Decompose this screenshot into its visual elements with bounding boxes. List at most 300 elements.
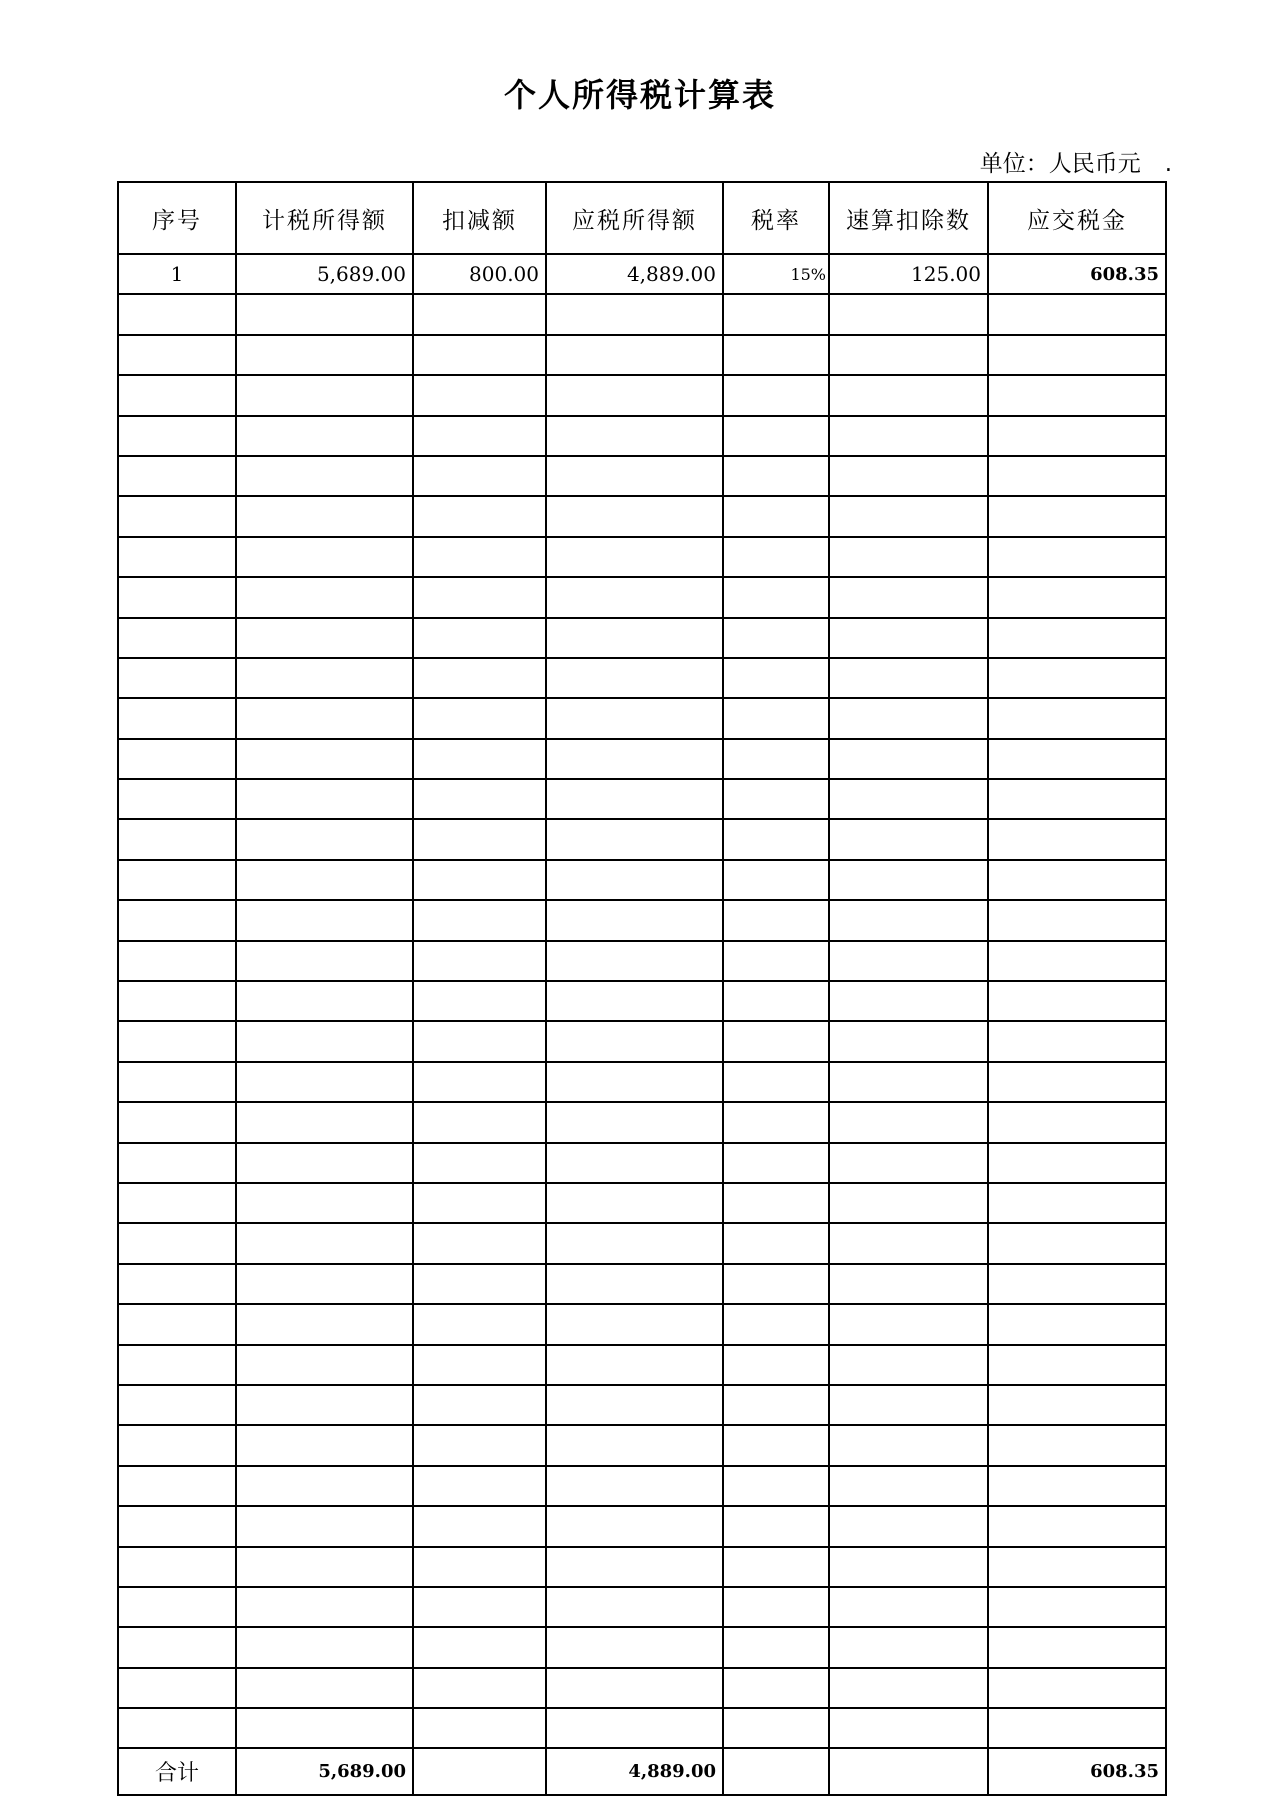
- cell-col-quick-deduction: [829, 1345, 988, 1385]
- cell-col-quick-deduction: [829, 416, 988, 456]
- cell-col-tax-rate: [723, 375, 829, 415]
- cell-col-taxable-amount: [546, 1345, 723, 1385]
- cell-col-index: [118, 1627, 236, 1667]
- cell-col-tax-rate: [723, 1708, 829, 1748]
- cell-col-tax-payable: [988, 618, 1166, 658]
- cell-col-quick-deduction: [829, 658, 988, 698]
- cell-col-deduction: [413, 1345, 546, 1385]
- cell-col-tax-payable: [988, 1304, 1166, 1344]
- cell-col-taxable-amount: [546, 1102, 723, 1142]
- cell-col-taxable-amount: [546, 779, 723, 819]
- cell-col-quick-deduction: [829, 335, 988, 375]
- cell-col-index: [118, 860, 236, 900]
- cell-col-tax-payable: [988, 1223, 1166, 1263]
- total-row: [118, 1748, 1166, 1795]
- cell-col-deduction: [413, 1304, 546, 1344]
- cell-col-taxable-income: [236, 1183, 413, 1223]
- tax-calculation-table: [117, 181, 1167, 1796]
- cell-col-deduction: [413, 496, 546, 536]
- cell-col-tax-payable: [988, 1385, 1166, 1425]
- cell-col-deduction: [413, 1587, 546, 1627]
- cell-col-quick-deduction: [829, 1587, 988, 1627]
- cell-col-taxable-income: [236, 1102, 413, 1142]
- cell-col-taxable-income: [236, 819, 413, 859]
- table-row: [118, 1708, 1166, 1748]
- cell-col-quick-deduction: [829, 1385, 988, 1425]
- cell-col-tax-rate: [723, 658, 829, 698]
- cell-col-index: [118, 1385, 236, 1425]
- total-col-deduction: [413, 1748, 546, 1795]
- cell-col-tax-payable: [988, 1668, 1166, 1708]
- cell-col-quick-deduction: [829, 1102, 988, 1142]
- cell-col-index: [118, 1223, 236, 1263]
- cell-col-taxable-amount: [546, 496, 723, 536]
- cell-col-taxable-amount: [546, 1547, 723, 1587]
- cell-col-taxable-income: [236, 577, 413, 617]
- cell-col-tax-payable: [988, 416, 1166, 456]
- cell-col-index: [118, 577, 236, 617]
- cell-col-quick-deduction: [829, 375, 988, 415]
- cell-col-taxable-amount: [546, 577, 723, 617]
- cell-col-tax-payable: [988, 1264, 1166, 1304]
- table-row: [118, 779, 1166, 819]
- cell-col-tax-rate: [723, 1223, 829, 1263]
- cell-col-tax-rate: [723, 1304, 829, 1344]
- cell-col-taxable-income: [236, 1062, 413, 1102]
- cell-col-taxable-amount: [546, 860, 723, 900]
- cell-col-tax-rate: [723, 1466, 829, 1506]
- unit-mark: .: [1164, 151, 1172, 177]
- cell-col-deduction: [413, 658, 546, 698]
- cell-col-taxable-income: [236, 1345, 413, 1385]
- cell-col-tax-rate: [723, 739, 829, 779]
- cell-col-deduction: [413, 375, 546, 415]
- cell-col-tax-rate: [723, 294, 829, 334]
- cell-col-index: [118, 335, 236, 375]
- cell-col-taxable-income: [236, 1668, 413, 1708]
- cell-col-deduction: [413, 779, 546, 819]
- cell-col-tax-payable: [988, 1021, 1166, 1061]
- cell-col-index: [118, 294, 236, 334]
- table-row: [118, 1304, 1166, 1344]
- cell-col-tax-payable: [988, 537, 1166, 577]
- cell-col-taxable-amount: [546, 981, 723, 1021]
- table-row: [118, 496, 1166, 536]
- cell-col-taxable-amount: [546, 1425, 723, 1465]
- cell-col-taxable-income: [236, 739, 413, 779]
- cell-col-tax-payable: [988, 456, 1166, 496]
- table-row: [118, 819, 1166, 859]
- cell-col-index: [118, 1021, 236, 1061]
- cell-col-deduction: [413, 294, 546, 334]
- cell-col-taxable-income: [236, 1021, 413, 1061]
- cell-col-tax-payable: [988, 1708, 1166, 1748]
- cell-col-tax-rate: [723, 416, 829, 456]
- cell-col-quick-deduction: [829, 577, 988, 617]
- cell-col-tax-payable: [988, 1425, 1166, 1465]
- cell-col-taxable-income: [236, 416, 413, 456]
- total-col-quick-deduction: [829, 1748, 988, 1795]
- cell-col-taxable-amount: [546, 1021, 723, 1061]
- table-row: [118, 698, 1166, 738]
- cell-col-tax-rate: [723, 618, 829, 658]
- cell-col-deduction: [413, 618, 546, 658]
- cell-col-quick-deduction: [829, 1668, 988, 1708]
- total-col-taxable-amount: 4,889.00: [546, 1748, 723, 1795]
- cell-col-taxable-income: [236, 335, 413, 375]
- table-row: [118, 618, 1166, 658]
- cell-col-tax-payable: 608.35: [988, 254, 1166, 294]
- table-row: [118, 1143, 1166, 1183]
- cell-col-deduction: [413, 739, 546, 779]
- page-title: 个人所得税计算表: [503, 76, 776, 114]
- table-row: [118, 1668, 1166, 1708]
- cell-col-tax-rate: [723, 1627, 829, 1667]
- cell-col-index: 1: [118, 254, 236, 294]
- cell-col-tax-rate: 15%: [723, 254, 829, 294]
- cell-col-deduction: [413, 1668, 546, 1708]
- cell-col-taxable-amount: [546, 1627, 723, 1667]
- cell-col-deduction: [413, 1223, 546, 1263]
- cell-col-taxable-income: [236, 1587, 413, 1627]
- cell-col-taxable-income: [236, 1506, 413, 1546]
- cell-col-deduction: [413, 416, 546, 456]
- cell-col-deduction: [413, 698, 546, 738]
- table-row: [118, 537, 1166, 577]
- cell-col-tax-rate: [723, 860, 829, 900]
- cell-col-taxable-amount: [546, 456, 723, 496]
- cell-col-taxable-amount: [546, 1385, 723, 1425]
- cell-col-taxable-amount: [546, 1708, 723, 1748]
- cell-col-taxable-amount: [546, 335, 723, 375]
- cell-col-tax-rate: [723, 1385, 829, 1425]
- table-row: [118, 1385, 1166, 1425]
- cell-col-taxable-amount: [546, 658, 723, 698]
- table-row: [118, 456, 1166, 496]
- cell-col-taxable-income: [236, 1385, 413, 1425]
- cell-col-quick-deduction: [829, 1425, 988, 1465]
- table-row: [118, 1264, 1166, 1304]
- cell-col-deduction: [413, 1102, 546, 1142]
- cell-col-taxable-amount: [546, 1183, 723, 1223]
- cell-col-tax-rate: [723, 1062, 829, 1102]
- cell-col-tax-payable: [988, 981, 1166, 1021]
- header-col-deduction: 扣减额: [413, 182, 546, 254]
- cell-col-taxable-amount: 4,889.00: [546, 254, 723, 294]
- table-row: [118, 416, 1166, 456]
- cell-col-tax-rate: [723, 456, 829, 496]
- cell-col-tax-payable: [988, 1143, 1166, 1183]
- cell-col-taxable-amount: [546, 698, 723, 738]
- cell-col-tax-payable: [988, 294, 1166, 334]
- cell-col-taxable-income: [236, 496, 413, 536]
- cell-col-quick-deduction: [829, 537, 988, 577]
- table-row: [118, 375, 1166, 415]
- cell-col-tax-payable: [988, 335, 1166, 375]
- cell-col-taxable-amount: [546, 1466, 723, 1506]
- cell-col-taxable-income: [236, 1708, 413, 1748]
- cell-col-index: [118, 1466, 236, 1506]
- cell-col-tax-rate: [723, 1425, 829, 1465]
- table-row: [118, 294, 1166, 334]
- cell-col-index: [118, 1183, 236, 1223]
- total-col-tax-rate: [723, 1748, 829, 1795]
- cell-col-deduction: [413, 900, 546, 940]
- cell-col-deduction: [413, 1547, 546, 1587]
- cell-col-index: [118, 1345, 236, 1385]
- cell-col-deduction: [413, 1062, 546, 1102]
- cell-col-deduction: [413, 1143, 546, 1183]
- cell-col-deduction: [413, 1506, 546, 1546]
- header-col-taxable-amount: 应税所得额: [546, 182, 723, 254]
- cell-col-tax-payable: [988, 941, 1166, 981]
- cell-col-quick-deduction: [829, 1466, 988, 1506]
- unit-label: [980, 145, 1172, 178]
- cell-col-tax-payable: [988, 1345, 1166, 1385]
- cell-col-index: [118, 496, 236, 536]
- cell-col-taxable-amount: [546, 1304, 723, 1344]
- cell-col-taxable-amount: [546, 900, 723, 940]
- total-col-taxable-income: 5,689.00: [236, 1748, 413, 1795]
- table-row: [118, 658, 1166, 698]
- cell-col-taxable-amount: [546, 1062, 723, 1102]
- cell-col-deduction: [413, 1627, 546, 1667]
- cell-col-index: [118, 537, 236, 577]
- cell-col-quick-deduction: [829, 1506, 988, 1546]
- header-col-index: 序号: [118, 182, 236, 254]
- cell-col-quick-deduction: [829, 1143, 988, 1183]
- cell-col-tax-rate: [723, 1345, 829, 1385]
- cell-col-tax-rate: [723, 1183, 829, 1223]
- cell-col-deduction: [413, 981, 546, 1021]
- cell-col-taxable-amount: [546, 941, 723, 981]
- cell-col-quick-deduction: [829, 1183, 988, 1223]
- cell-col-quick-deduction: [829, 900, 988, 940]
- cell-col-index: [118, 819, 236, 859]
- cell-col-quick-deduction: [829, 1708, 988, 1748]
- table-row: [118, 335, 1166, 375]
- cell-col-index: [118, 1708, 236, 1748]
- table-row: [118, 1223, 1166, 1263]
- cell-col-tax-rate: [723, 1547, 829, 1587]
- cell-col-tax-payable: [988, 1183, 1166, 1223]
- cell-col-index: [118, 375, 236, 415]
- cell-col-taxable-income: [236, 860, 413, 900]
- cell-col-tax-rate: [723, 981, 829, 1021]
- cell-col-index: [118, 416, 236, 456]
- cell-col-quick-deduction: [829, 941, 988, 981]
- cell-col-taxable-amount: [546, 375, 723, 415]
- cell-col-deduction: [413, 577, 546, 617]
- cell-col-taxable-amount: [546, 537, 723, 577]
- table-row: [118, 1062, 1166, 1102]
- cell-col-quick-deduction: [829, 456, 988, 496]
- cell-col-tax-payable: [988, 1062, 1166, 1102]
- table-row: [118, 254, 1166, 294]
- cell-col-deduction: [413, 1385, 546, 1425]
- cell-col-index: [118, 1102, 236, 1142]
- cell-col-index: [118, 941, 236, 981]
- cell-col-tax-payable: [988, 1587, 1166, 1627]
- cell-col-index: [118, 1143, 236, 1183]
- cell-col-deduction: [413, 1183, 546, 1223]
- cell-col-index: [118, 1425, 236, 1465]
- table-row: [118, 739, 1166, 779]
- cell-col-index: [118, 900, 236, 940]
- cell-col-taxable-income: [236, 375, 413, 415]
- cell-col-quick-deduction: [829, 1264, 988, 1304]
- table-row: [118, 1345, 1166, 1385]
- cell-col-tax-rate: [723, 1668, 829, 1708]
- cell-col-tax-rate: [723, 1143, 829, 1183]
- cell-col-index: [118, 779, 236, 819]
- table-row: [118, 1547, 1166, 1587]
- cell-col-tax-payable: [988, 1466, 1166, 1506]
- cell-col-taxable-income: [236, 1264, 413, 1304]
- cell-col-index: [118, 981, 236, 1021]
- cell-col-tax-rate: [723, 335, 829, 375]
- table-body: [118, 254, 1166, 1795]
- table-row: [118, 1466, 1166, 1506]
- table-row: [118, 1627, 1166, 1667]
- table-row: [118, 1425, 1166, 1465]
- cell-col-index: [118, 618, 236, 658]
- cell-col-tax-rate: [723, 1102, 829, 1142]
- cell-col-quick-deduction: [829, 1062, 988, 1102]
- cell-col-tax-rate: [723, 900, 829, 940]
- cell-col-taxable-income: [236, 779, 413, 819]
- cell-col-taxable-income: [236, 618, 413, 658]
- header-col-tax-payable: 应交税金: [988, 182, 1166, 254]
- cell-col-deduction: [413, 1425, 546, 1465]
- cell-col-taxable-income: [236, 1547, 413, 1587]
- cell-col-tax-payable: [988, 1102, 1166, 1142]
- cell-col-taxable-amount: [546, 1223, 723, 1263]
- cell-col-quick-deduction: [829, 1627, 988, 1667]
- cell-col-tax-payable: [988, 375, 1166, 415]
- cell-col-taxable-amount: [546, 1587, 723, 1627]
- cell-col-taxable-income: [236, 981, 413, 1021]
- cell-col-taxable-income: [236, 698, 413, 738]
- cell-col-index: [118, 739, 236, 779]
- cell-col-taxable-income: [236, 294, 413, 334]
- cell-col-tax-rate: [723, 496, 829, 536]
- cell-col-deduction: [413, 860, 546, 900]
- cell-col-tax-rate: [723, 698, 829, 738]
- cell-col-quick-deduction: [829, 1223, 988, 1263]
- cell-col-deduction: [413, 335, 546, 375]
- cell-col-taxable-amount: [546, 819, 723, 859]
- cell-col-quick-deduction: [829, 496, 988, 536]
- cell-col-quick-deduction: [829, 698, 988, 738]
- cell-col-taxable-amount: [546, 739, 723, 779]
- cell-col-tax-rate: [723, 1264, 829, 1304]
- cell-col-index: [118, 1062, 236, 1102]
- cell-col-taxable-income: [236, 900, 413, 940]
- cell-col-quick-deduction: [829, 1304, 988, 1344]
- header-col-quick-deduction: 速算扣除数: [829, 182, 988, 254]
- cell-col-tax-payable: [988, 1506, 1166, 1546]
- cell-col-tax-rate: [723, 941, 829, 981]
- cell-col-deduction: [413, 1708, 546, 1748]
- cell-col-taxable-amount: [546, 1143, 723, 1183]
- cell-col-index: [118, 1304, 236, 1344]
- cell-col-index: [118, 1587, 236, 1627]
- cell-col-index: [118, 698, 236, 738]
- cell-col-tax-payable: [988, 779, 1166, 819]
- cell-col-tax-rate: [723, 537, 829, 577]
- cell-col-deduction: [413, 537, 546, 577]
- cell-col-quick-deduction: [829, 739, 988, 779]
- cell-col-tax-payable: [988, 1627, 1166, 1667]
- cell-col-tax-rate: [723, 1021, 829, 1061]
- cell-col-quick-deduction: [829, 981, 988, 1021]
- cell-col-quick-deduction: 125.00: [829, 254, 988, 294]
- cell-col-index: [118, 1264, 236, 1304]
- table-row: [118, 981, 1166, 1021]
- cell-col-tax-payable: [988, 496, 1166, 536]
- cell-col-tax-rate: [723, 1506, 829, 1546]
- cell-col-taxable-income: [236, 1627, 413, 1667]
- cell-col-tax-rate: [723, 819, 829, 859]
- table-row: [118, 860, 1166, 900]
- cell-col-quick-deduction: [829, 819, 988, 859]
- table-row: [118, 941, 1166, 981]
- cell-col-index: [118, 456, 236, 496]
- cell-col-tax-payable: [988, 577, 1166, 617]
- cell-col-taxable-amount: [546, 294, 723, 334]
- cell-col-deduction: [413, 1021, 546, 1061]
- cell-col-deduction: [413, 1466, 546, 1506]
- cell-col-taxable-amount: [546, 416, 723, 456]
- cell-col-tax-payable: [988, 658, 1166, 698]
- table-row: [118, 1183, 1166, 1223]
- cell-col-taxable-income: [236, 1425, 413, 1465]
- cell-col-taxable-income: 5,689.00: [236, 254, 413, 294]
- cell-col-index: [118, 1506, 236, 1546]
- cell-col-tax-payable: [988, 739, 1166, 779]
- cell-col-deduction: [413, 819, 546, 859]
- cell-col-tax-rate: [723, 577, 829, 617]
- cell-col-index: [118, 658, 236, 698]
- cell-col-deduction: [413, 456, 546, 496]
- cell-col-taxable-income: [236, 658, 413, 698]
- cell-col-tax-payable: [988, 819, 1166, 859]
- cell-col-quick-deduction: [829, 1021, 988, 1061]
- cell-col-taxable-income: [236, 1223, 413, 1263]
- cell-col-tax-payable: [988, 900, 1166, 940]
- cell-col-tax-payable: [988, 698, 1166, 738]
- cell-col-quick-deduction: [829, 618, 988, 658]
- cell-col-taxable-income: [236, 941, 413, 981]
- header-col-tax-rate: 税率: [723, 182, 829, 254]
- table-row: [118, 1021, 1166, 1061]
- cell-col-deduction: [413, 941, 546, 981]
- cell-col-taxable-amount: [546, 1668, 723, 1708]
- cell-col-taxable-income: [236, 537, 413, 577]
- cell-col-deduction: 800.00: [413, 254, 546, 294]
- cell-col-deduction: [413, 1264, 546, 1304]
- total-col-tax-payable: 608.35: [988, 1748, 1166, 1795]
- cell-col-tax-payable: [988, 860, 1166, 900]
- table-row: [118, 1102, 1166, 1142]
- cell-col-quick-deduction: [829, 1547, 988, 1587]
- cell-col-taxable-amount: [546, 1264, 723, 1304]
- cell-col-tax-rate: [723, 1587, 829, 1627]
- cell-col-tax-rate: [723, 779, 829, 819]
- cell-col-taxable-amount: [546, 618, 723, 658]
- total-col-index: 合计: [118, 1748, 236, 1795]
